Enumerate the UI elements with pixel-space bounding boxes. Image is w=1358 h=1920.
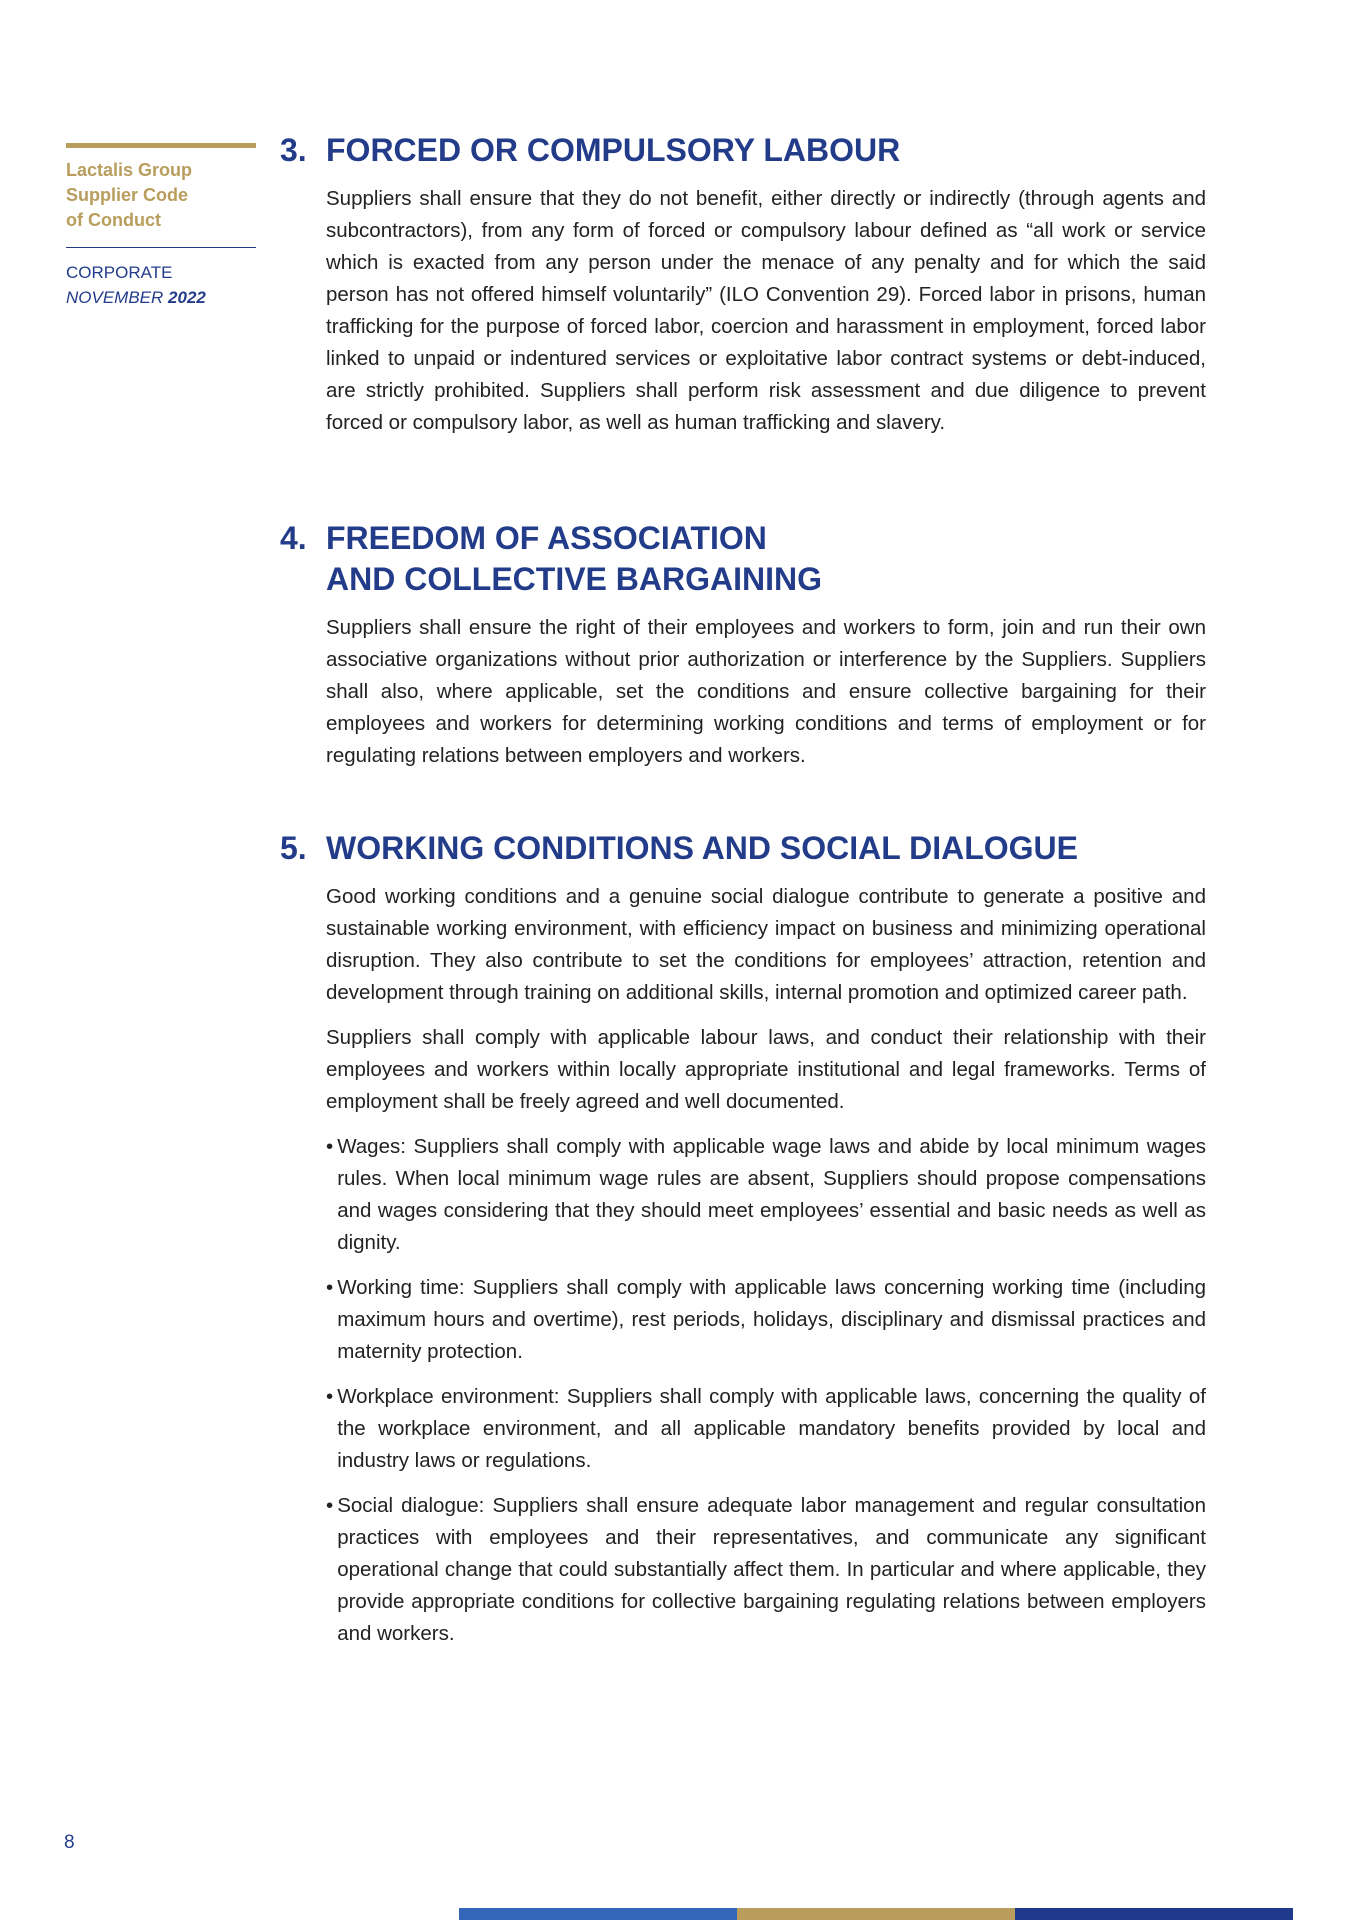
bullet-item-working-time [326,1272,1206,1368]
section-heading [280,828,1210,869]
sidebar-gold-rule [66,143,256,148]
paragraph: Suppliers shall ensure the right of their employees and workers to form, join and run their own associative organizations without prior authorization or interference by the Suppliers. Suppliers shall also, where applicable, set the conditions and ensure collective bargaining for their employees and workers for determining working conditions and terms of employment or for regulating relations between employers and workers. [326,616,1206,767]
paragraph: Suppliers shall ensure that they do not benefit, either directly or indirectly (through agents and subcontractors), from any form of forced or compulsory labour defined as “all work or service which is exacted from any person under the menace of any penalty and for which the said person has not offered himself voluntarily” (ILO Convention 29). Forced labor in prisons, human trafficking for the purpose of forced labor, coercion and harassment in employment, forced labor linked to unpaid or indentured services or exploitative labor contract systems or debt-induced, are strictly prohibited. Suppliers shall perform risk assessment and due diligence to prevent forced or compulsory labor, as well as human trafficking and slavery. [326,187,1206,434]
section-working-conditions [280,828,1210,1663]
bullet-text: Social dialogue: Suppliers shall ensure adequate labor management and regular consultation practices with employees and their representatives, and communicate any significant operational change that could substantially affect them. In particular and where applicable, they provide appropriate conditions for collective bargaining regulating relations between employers and workers. [337,1494,1206,1645]
bullet-marker: • [326,1385,334,1408]
footer-bar-blue [459,1908,737,1920]
section-number: 4. [280,520,307,556]
section-body [326,881,1206,1650]
sidebar-navy-rule [66,247,256,248]
bullet-text: Workplace environment: Suppliers shall comply with applicable laws, concerning the quality of the workplace environment, and all applicable mandatory benefits provided by local and industry laws or regulations. [337,1385,1206,1472]
section-body [326,612,1206,772]
page-number: 8 [64,1832,75,1853]
document-title: Lactalis Group Supplier Code of Conduct [66,160,193,230]
bullet-marker: • [326,1276,334,1299]
date-year: 2022 [168,288,206,307]
section-title: FORCED OR COMPULSORY LABOUR [326,132,901,168]
document-date [66,285,256,310]
section-body [326,183,1206,439]
department-label: CORPORATE [66,263,173,282]
paragraph: Good working conditions and a genuine social dialogue contribute to generate a positive and sustainable working environment, with efficiency impact on business and minimizing operational disruption. They also contribute to set the conditions for employees’ attraction, retention and development through training on additional skills, internal promotion and optimized career path. [326,885,1206,1004]
document-sidebar [66,143,256,310]
footer-bar-navy [1015,1908,1293,1920]
footer-bar-gold [737,1908,1015,1920]
section-forced-labour [280,130,1210,452]
footer-color-bars [459,1908,1293,1920]
section-freedom-of-association [280,518,1210,785]
bullet-item-workplace-environment [326,1381,1206,1477]
bullet-marker: • [326,1494,334,1517]
bullet-marker: • [326,1135,334,1158]
bullet-text: Wages: Suppliers shall comply with applicable wage laws and abide by local minimum wages rules. When local minimum wage rules are absent, Suppliers should propose compensations and wages considering that they should meet employees’ essential and basic needs as well as dignity. [337,1135,1206,1254]
section-title: WORKING CONDITIONS AND SOCIAL DIALOGUE [326,830,1078,866]
date-month: NOVEMBER [66,288,164,307]
bullet-item-social-dialogue [326,1490,1206,1650]
bullet-text: Working time: Suppliers shall comply with applicable laws concerning working time (including maximum hours and overtime), rest periods, holidays, disciplinary and dismissal practices and maternity protection. [337,1276,1206,1363]
bullet-item-wages [326,1131,1206,1259]
section-title: FREEDOM OF ASSOCIATION AND COLLECTIVE BARGAINING [326,520,822,597]
section-heading [280,130,1210,171]
paragraph: Suppliers shall comply with applicable labour laws, and conduct their relationship with their employees and workers within locally appropriate institutional and legal frameworks. Terms of employment shall be freely agreed and well documented. [326,1026,1206,1113]
section-number: 5. [280,830,307,866]
section-number: 3. [280,132,307,168]
section-heading [280,518,1210,600]
